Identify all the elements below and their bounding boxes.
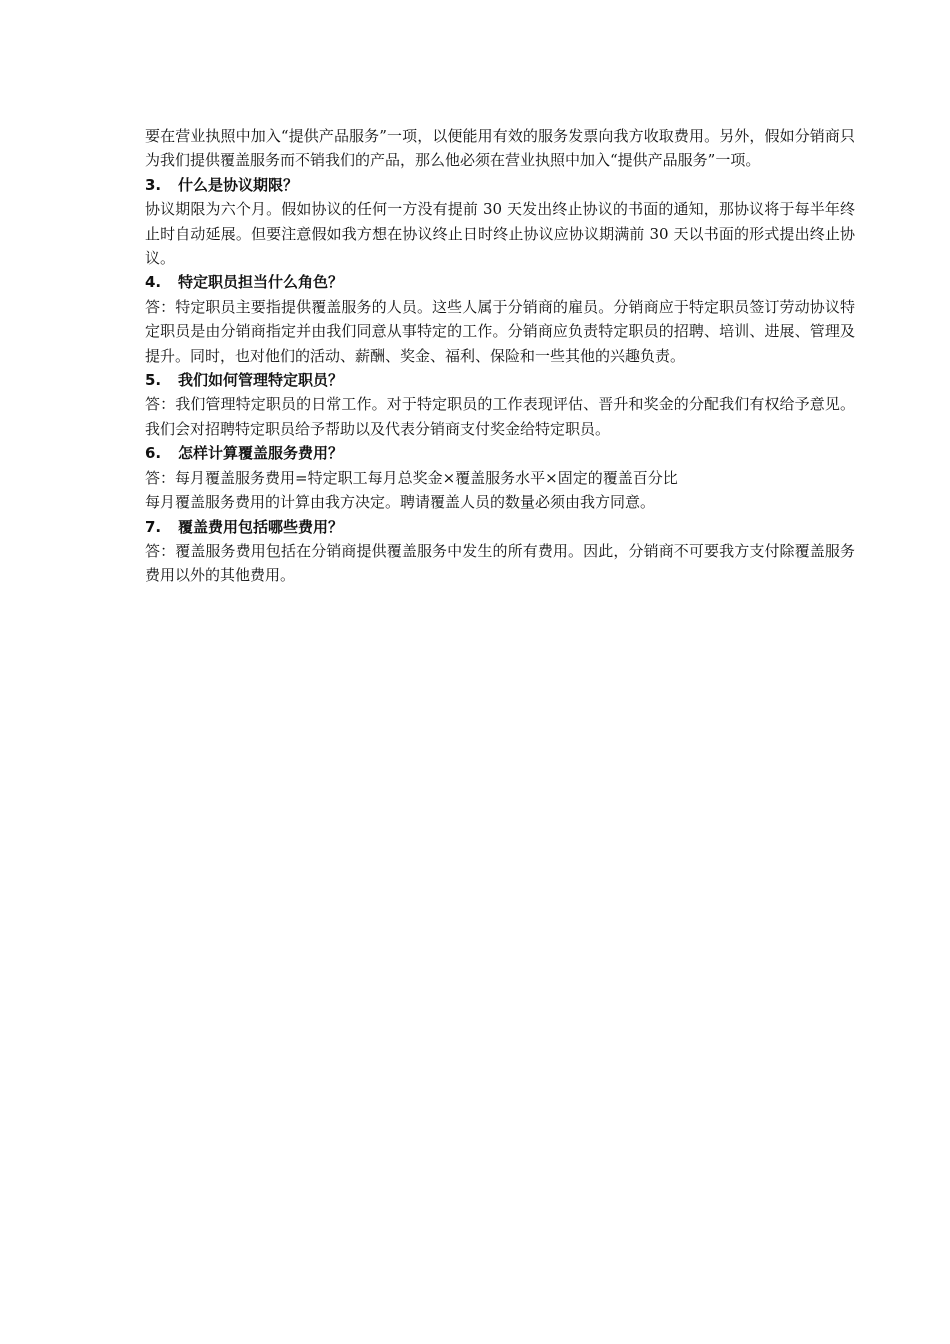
paragraph-staff-management: 答：我们管理特定职员的日常工作。对于特定职员的工作表现评估、晋升和奖金的分配我们有权给予意见。我们会对招聘特定职员给予帮助以及代表分销商支付奖金给特定职员。 <box>145 395 855 438</box>
paragraph-business-license: 要在营业执照中加入“提供产品服务”一项，以便能用有效的服务发票向我方收取费用。另外，假如分销商只为我们提供覆盖服务而不销我们的产品，那么他必须在营业执照中加入“提供产品服务”一项。 <box>145 127 855 170</box>
heading-number: 4. <box>145 273 162 292</box>
heading-title: 我们如何管理特定职员？ <box>178 371 344 390</box>
document-page <box>145 124 855 588</box>
heading-number: 6. <box>145 444 162 463</box>
paragraph-fee-formula: 答：每月覆盖服务费用=特定职工每月总奖金×覆盖服务水平×固定的覆盖百分比 <box>145 468 678 487</box>
heading-staff-management <box>145 368 855 392</box>
heading-agreement-term <box>145 173 855 197</box>
heading-title: 什么是协议期限？ <box>178 175 299 194</box>
paragraph-fee-scope: 答：覆盖服务费用包括在分销商提供覆盖服务中发生的所有费用。因此，分销商不可要我方支付除覆盖服务费用以外的其他费用。 <box>145 541 855 585</box>
paragraph-fee-decision: 每月覆盖服务费用的计算由我方决定。聘请覆盖人员的数量必须由我方同意。 <box>145 493 656 512</box>
heading-fee-calculation <box>145 441 855 465</box>
heading-staff-role <box>145 270 855 294</box>
heading-number: 7. <box>145 517 162 536</box>
heading-title: 怎样计算覆盖服务费用？ <box>178 444 344 463</box>
heading-title: 覆盖费用包括哪些费用？ <box>178 517 344 536</box>
heading-number: 3. <box>145 175 162 194</box>
heading-title: 特定职员担当什么角色？ <box>178 273 344 292</box>
paragraph-agreement-term: 协议期限为六个月。假如协议的任何一方没有提前 30 天发出终止协议的书面的通知，那协议将于每半年终止时自动延展。但要注意假如我方想在协议终止日时终止协议应协议期满前 30 天以书面的形式提出终止协议。 <box>145 200 855 268</box>
heading-fee-scope <box>145 515 855 539</box>
heading-number: 5. <box>145 371 162 390</box>
paragraph-staff-role: 答：特定职员主要指提供覆盖服务的人员。这些人属于分销商的雇员。分销商应于特定职员签订劳动协议特定职员是由分销商指定并由我们同意从事特定的工作。分销商应负责特定职员的招聘、培训、进展、管理及提升。同时，也对他们的活动、薪酬、奖金、福利、保险和一些其他的兴趣负责。 <box>145 297 855 365</box>
